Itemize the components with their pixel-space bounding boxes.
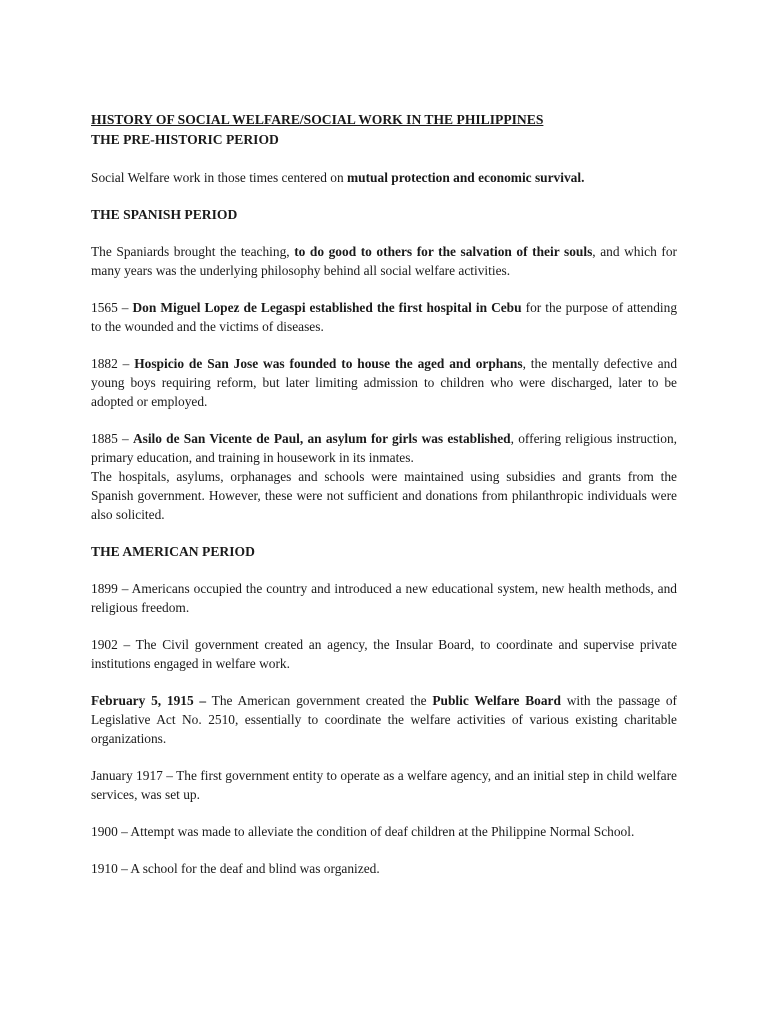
paragraph-1565: 1565 – Don Miguel Lopez de Legaspi established the first hospital in Cebu for the purpose of attending to the wounded and the victims of diseases. xyxy=(91,300,678,334)
paragraph-1917: January 1917 – The first government entity to operate as a welfare agency, and an initial step in child welfare services, was set up. xyxy=(91,768,677,802)
paragraph-1885-continuation: The hospitals, asylums, orphanages and schools were maintained using subsidies and grants from the Spanish government. However, these were not sufficient and donations from philanthropic individuals were also solicited. xyxy=(91,469,677,522)
paragraph-1899: 1899 – Americans occupied the country and introduced a new educational system, new health methods, and religious freedom. xyxy=(91,581,677,615)
paragraph-1910: 1910 – A school for the deaf and blind was organized. xyxy=(91,861,380,876)
paragraph-spanish-intro: The Spaniards brought the teaching, to do good to others for the salvation of their souls, and which for many years was the underlying philosophy behind all social welfare activities. xyxy=(91,244,677,278)
paragraph-1885: 1885 – Asilo de San Vicente de Paul, an asylum for girls was established, offering religious instruction, primary education, and training in housework in its inmates. xyxy=(91,431,678,465)
section-heading-spanish: THE SPANISH PERIOD xyxy=(91,207,238,222)
paragraph-1900: 1900 – Attempt was made to alleviate the condition of deaf children at the Philippine Normal School. xyxy=(91,824,635,839)
paragraph-1915: February 5, 1915 – The American government created the Public Welfare Board with the passage of Legislative Act No. 2510, essentially to coordinate the welfare activities of various existing charitable organizations. xyxy=(91,693,677,746)
section-heading-prehistoric: THE PRE-HISTORIC PERIOD xyxy=(91,132,279,147)
document-title: HISTORY OF SOCIAL WELFARE/SOCIAL WORK IN THE PHILIPPINES xyxy=(91,112,544,127)
paragraph-1882: 1882 – Hospicio de San Jose was founded to house the aged and orphans, the mentally defective and young boys requiring reform, but later limiting admission to children who were discharged, later to be adopted or employed. xyxy=(91,356,678,409)
paragraph-1902: 1902 – The Civil government created an agency, the Insular Board, to coordinate and supervise private institutions engaged in welfare work. xyxy=(91,637,677,671)
paragraph-prehistoric: Social Welfare work in those times centered on mutual protection and economic survival. xyxy=(91,170,585,185)
section-heading-american: THE AMERICAN PERIOD xyxy=(91,544,255,559)
document-body xyxy=(91,110,677,878)
